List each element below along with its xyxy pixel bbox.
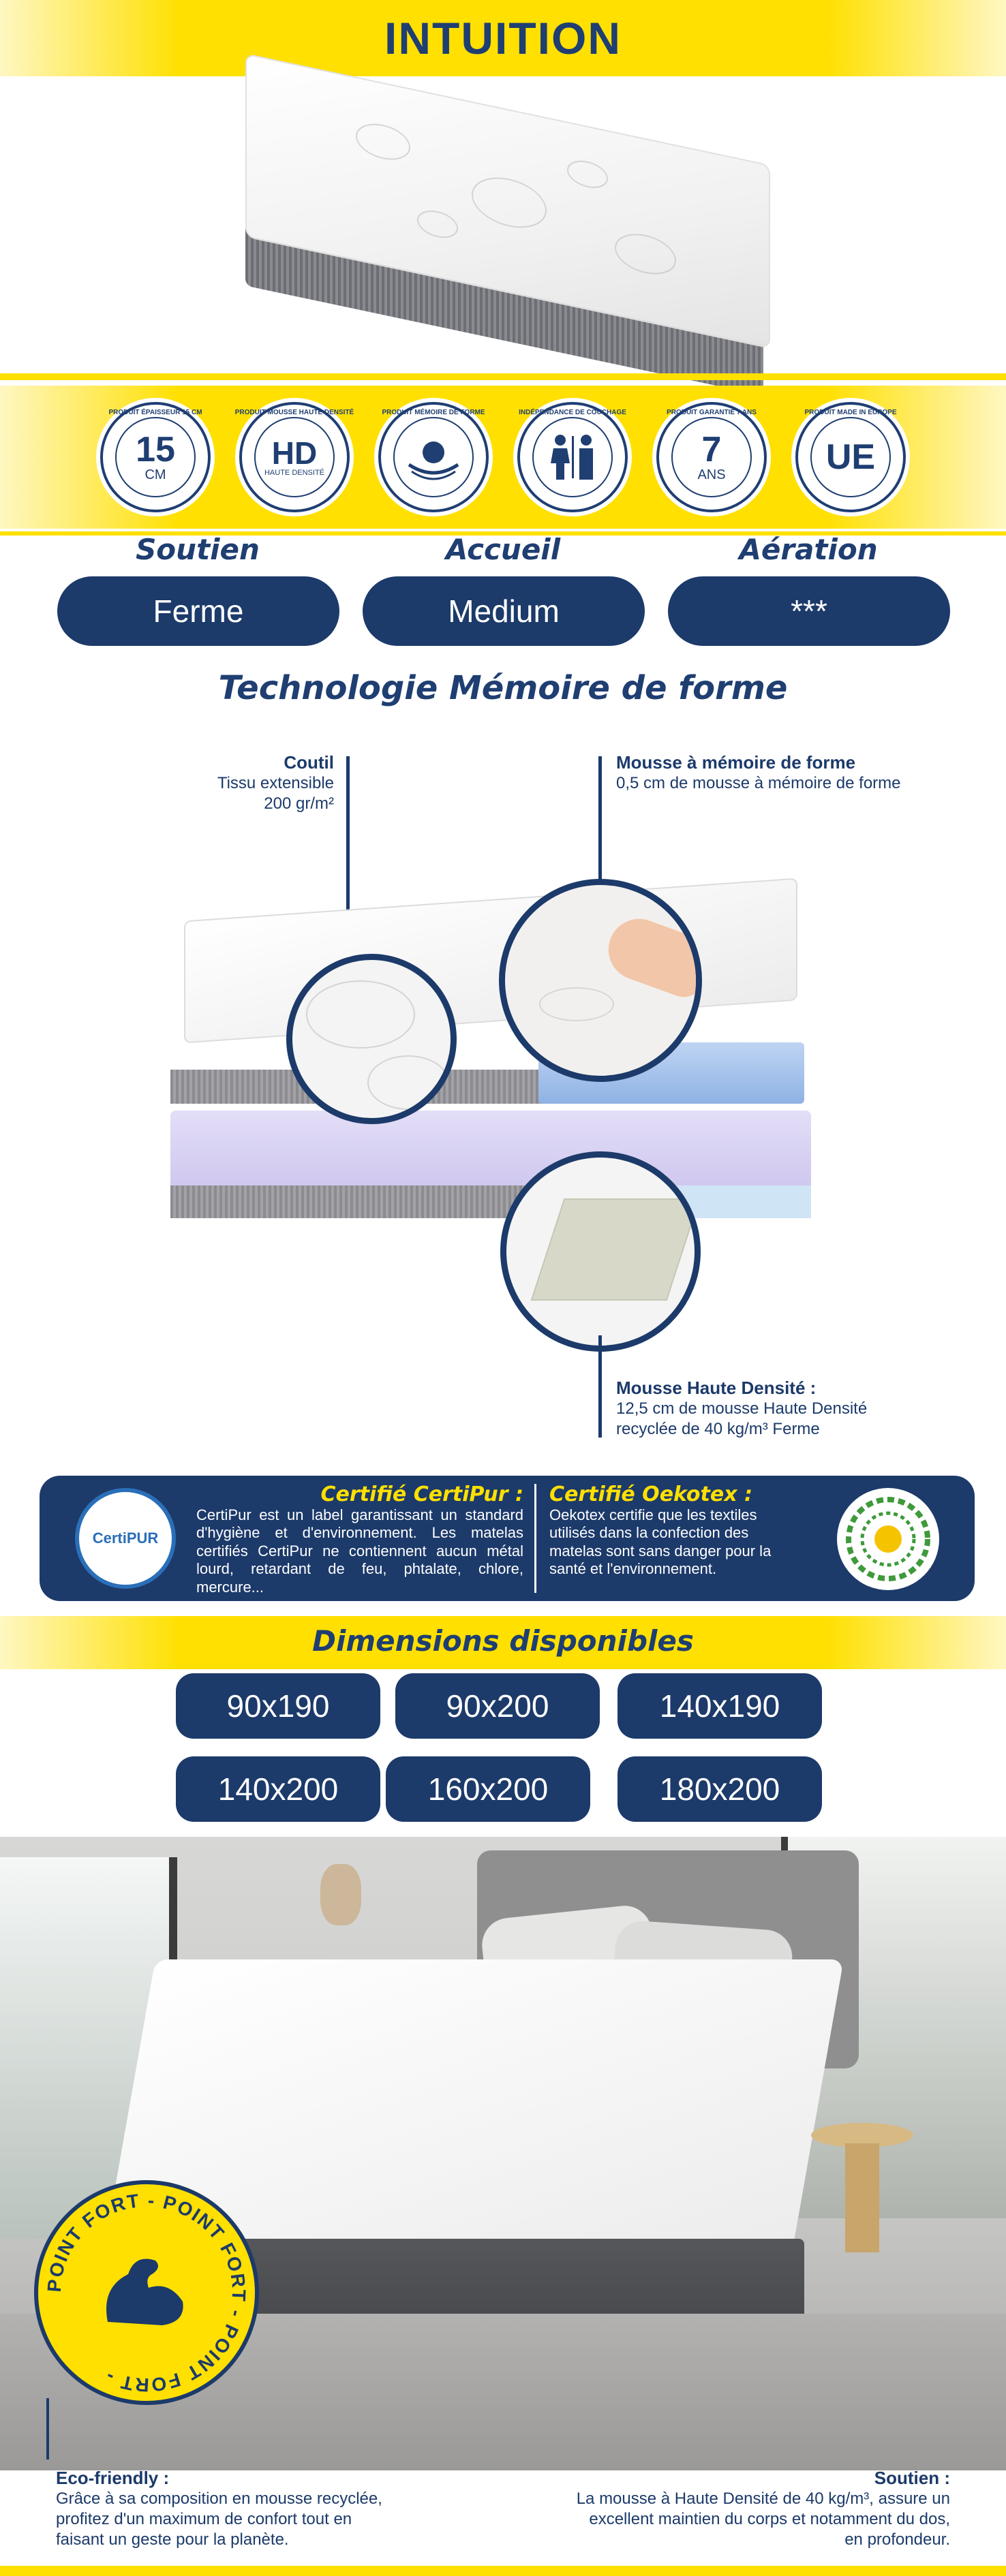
hd-foam-badge-icon: PRODUIT MOUSSE HAUTE DENSITÉ HD HAUTE DENSITÉ — [239, 402, 350, 512]
thickness-badge-icon: PRODUIT ÉPAISSEUR 15 CM 15 CM — [100, 402, 211, 512]
certipur-block — [196, 1483, 523, 1596]
memory-pointer-line — [598, 756, 602, 893]
sleeper-icon — [406, 433, 461, 481]
side-table-leg — [845, 2143, 879, 2252]
couple-icon — [544, 433, 601, 481]
coutil-title: Coutil — [284, 752, 334, 773]
vase — [320, 1864, 361, 1925]
hero-mattress-image — [232, 109, 777, 354]
memory-foam-callout — [616, 752, 971, 794]
point-fort-badge — [34, 2180, 259, 2405]
technology-title: Technologie Mémoire de forme — [218, 669, 788, 707]
soutien-title: Soutien : — [874, 2468, 950, 2488]
certipur-title: Certifié CertiPur : — [320, 1483, 523, 1506]
rating-value-accueil: Medium — [363, 576, 645, 646]
rating-label-aeration: Aération — [739, 533, 878, 566]
rating-value-soutien: Ferme — [57, 576, 339, 646]
soutien-block — [504, 2468, 950, 2550]
bottom-divider — [0, 2566, 1006, 2576]
size-140x200: 140x200 — [176, 1756, 380, 1822]
product-title: INTUITION — [384, 13, 622, 63]
made-in-europe-badge-icon: PRODUIT MADE IN EUROPE UE — [795, 402, 906, 512]
coutil-callout — [129, 752, 334, 814]
memory-foam-badge-icon: PRODUIT MÉMOIRE DE FORME — [378, 402, 489, 512]
flexed-arm-icon — [94, 2247, 196, 2336]
rating-label-soutien: Soutien — [136, 533, 260, 566]
size-90x200: 90x200 — [395, 1673, 600, 1739]
coutil-zoom-circle — [286, 954, 457, 1124]
memory-foam-text: 0,5 cm de mousse à mémoire de forme — [616, 774, 901, 792]
hd-pointer-line — [598, 1335, 602, 1438]
point-fort-pointer-line — [46, 2398, 49, 2459]
certif-divider — [534, 1484, 536, 1593]
badges-band — [0, 386, 1006, 529]
hd-foam-title: Mousse Haute Densité : — [616, 1378, 817, 1398]
oekotex-logo-icon — [837, 1488, 939, 1590]
coutil-text: Tissu extensible 200 gr/m² — [217, 774, 334, 813]
certifications-panel — [40, 1476, 975, 1601]
foam-block-icon — [531, 1198, 701, 1301]
eco-friendly-title: Eco-friendly : — [56, 2468, 170, 2488]
warranty-badge-icon: PRODUIT GARANTIE 7 ANS 7 ANS — [656, 402, 767, 512]
dimensions-title: Dimensions disponibles — [312, 1624, 694, 1658]
hd-foam-zoom-circle — [500, 1151, 701, 1352]
size-90x190: 90x190 — [176, 1673, 380, 1739]
oekotex-title: Certifié Oekotex : — [549, 1483, 753, 1506]
layered-mattress-illustration — [170, 886, 811, 1240]
rating-label-accueil: Accueil — [445, 533, 561, 566]
certipur-text: CertiPur est un label garantissant un standard d'hygiène et d'environnement. Les matelas certifiés CertiPur ne contiennent aucun métal lourd, retardant de feu, phtalate, chlore, mercure... — [196, 1506, 523, 1596]
certipur-logo-icon: CertiPUR — [75, 1488, 176, 1589]
divider-line — [0, 373, 1006, 380]
independence-badge-icon: INDÉPENDANCE DE COUCHAGE — [517, 402, 628, 512]
eco-friendly-block — [56, 2468, 492, 2550]
rating-value-aeration: *** — [668, 576, 950, 646]
header-band — [0, 0, 1006, 76]
hd-foam-text: 12,5 cm de mousse Haute Densité recyclée de 40 kg/m³ Ferme — [616, 1399, 868, 1438]
quilted-top-layer — [184, 878, 797, 1044]
size-180x200: 180x200 — [618, 1756, 822, 1822]
oekotex-text: Oekotex certifie que les textiles utilisés dans la confection des matelas sont sans danger pour la santé et l'environnement. — [549, 1506, 772, 1578]
hd-foam-callout — [616, 1378, 971, 1440]
dimensions-band — [0, 1616, 1006, 1669]
memory-foam-title: Mousse à mémoire de forme — [616, 752, 856, 773]
point-fort-ring-text: POINT FORT - POINT FORT - POINT FORT - — [43, 2189, 250, 2396]
size-140x190: 140x190 — [618, 1673, 822, 1739]
eco-friendly-text: Grâce à sa composition en mousse recyclée, profitez d'un maximum de confort tout en faisant un geste pour la planète. — [56, 2489, 382, 2549]
soutien-text: La mousse à Haute Densité de 40 kg/m³, assure un excellent maintien du corps et notamment du dos, en profondeur. — [576, 2489, 950, 2549]
memory-foam-zoom-circle — [499, 879, 702, 1082]
size-160x200: 160x200 — [386, 1756, 590, 1822]
oekotex-block — [549, 1483, 802, 1579]
